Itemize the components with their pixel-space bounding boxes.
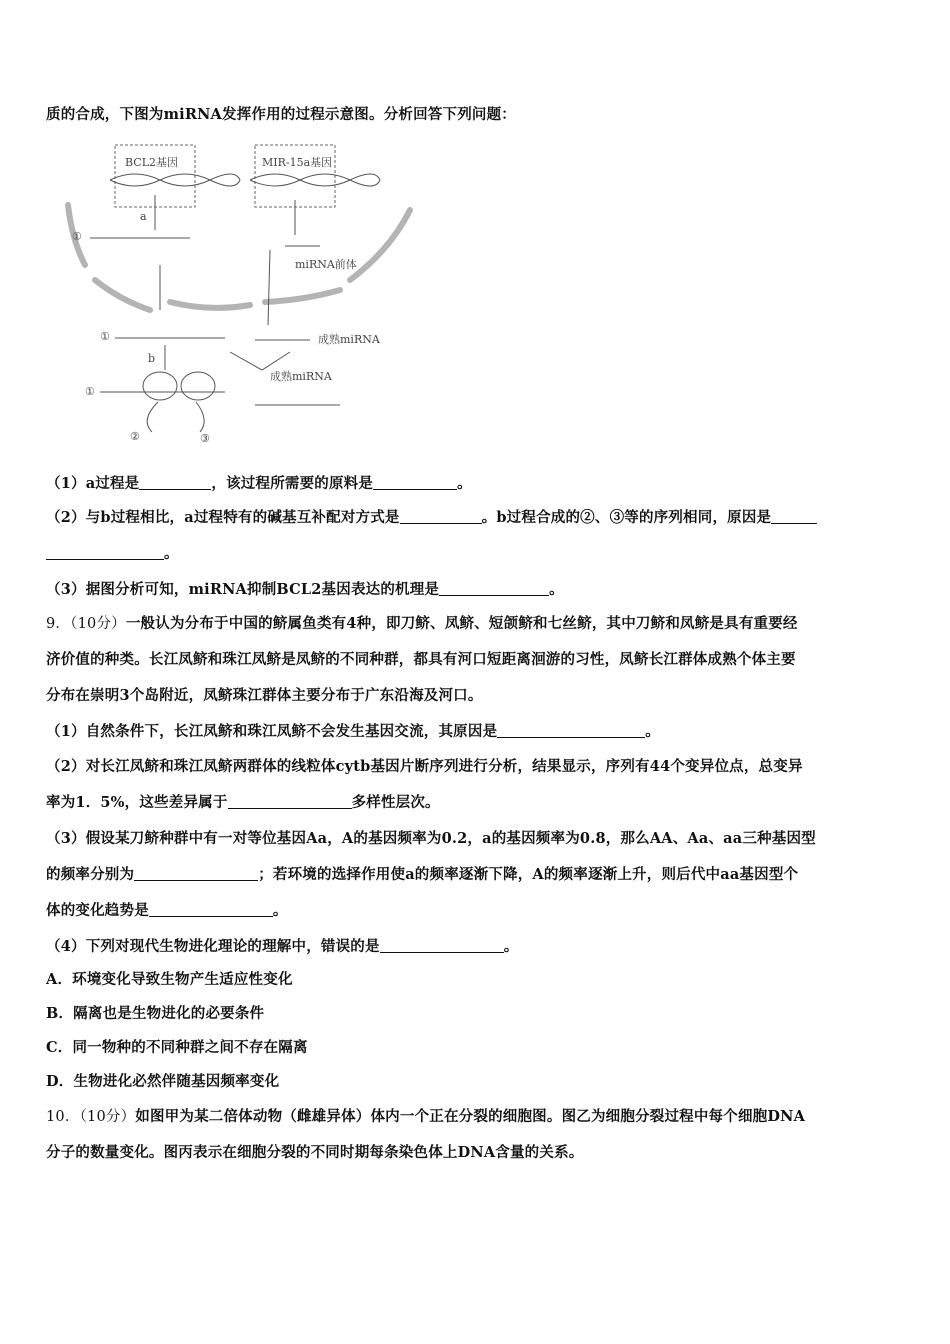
- dna-helix-right: [250, 174, 380, 186]
- q9-line2: 济价值的种类。长江凤鲚和珠江凤鲚是凤鲚的不同种群，都具有河口短距离洄游的习性，凤鲚长江群体成熟个体主要: [46, 651, 796, 668]
- q9-part1: （1）自然条件下，长江凤鲚和珠江凤鲚不会发生基因交流，其原因是 。: [46, 723, 660, 740]
- mir15a-gene-box: [255, 145, 335, 207]
- circle-3b-label: ③: [200, 432, 210, 445]
- q9-part3-line3: 体的变化趋势是 。: [46, 902, 288, 919]
- q8-part1: （1）a过程是 ，该过程所需要的原料是 。: [46, 475, 472, 492]
- q9-part3-line2: 的频率分别为 ；若环境的选择作用使a的频率逐渐下降，A的频率逐渐上升，则后代中aa基因型个: [46, 866, 799, 883]
- q8-part2: （2）与b过程相比，a过程特有的碱基互补配对方式是 。b过程合成的②、③等的序列相同，原因是: [46, 506, 817, 527]
- q9-part2-line1: （2）对长江凤鲚和珠江凤鲚两群体的线粒体cytb基因片断序列进行分析，结果显示，序列有44个变异位点，总变异: [46, 758, 803, 775]
- precursor-label: miRNA前体: [295, 258, 357, 271]
- circle-3-label: ①: [85, 385, 95, 398]
- q9-option-a: A．环境变化导致生物产生适应性变化: [46, 971, 293, 988]
- q9-line3: 分布在崇明3个岛附近，凤鲚珠江群体主要分布于广东沿海及河口。: [46, 687, 483, 704]
- intro-text: 质的合成，下图为miRNA发挥作用的过程示意图。分析回答下列问题：: [46, 106, 517, 123]
- q9-part4: （4）下列对现代生物进化理论的理解中，错误的是 。: [46, 938, 519, 955]
- label-a: a: [140, 210, 147, 223]
- mature-mirna-label-2: 成熟miRNA: [270, 370, 332, 383]
- q10-line2: 分子的数量变化。图丙表示在细胞分裂的不同时期每条染色体上DNA含量的关系。: [46, 1144, 584, 1161]
- gene-right-label: MIR-15a基因: [262, 156, 333, 169]
- q10-line1: 10．（10分）如图甲为某二倍体动物（雌雄异体）体内一个正在分裂的细胞图。图乙为细胞分裂过程中每个细胞DNA: [46, 1108, 806, 1125]
- label-b: b: [148, 352, 156, 365]
- nuclear-membrane: [68, 205, 410, 310]
- q8-part3: （3）据图分析可知，miRNA抑制BCL2基因表达的机理是 。: [46, 581, 564, 598]
- q9-part2-line2: 率为1．5%，这些差异属于 多样性层次。: [46, 794, 440, 811]
- circle-1-label: ①: [72, 230, 82, 243]
- circle-2b-label: ②: [130, 430, 140, 443]
- q9-part3-line1: （3）假设某刀鲚种群中有一对等位基因Aa，A的基因频率为0.2，a的基因频率为0.8，那么AA、Aa、aa三种基因型: [46, 830, 816, 847]
- gene-left-label: BCL2基因: [125, 156, 179, 169]
- circle-2-label: ①: [100, 330, 110, 343]
- q9-option-c: C．同一物种的不同种群之间不存在隔离: [46, 1039, 308, 1056]
- q9-line1: 9．（10分）一般认为分布于中国的鲚属鱼类有4种，即刀鲚、凤鲚、短颌鲚和七丝鲚，其中刀鲚和凤鲚是具有重要经: [46, 615, 798, 632]
- mirna-process-diagram: [40, 140, 420, 450]
- q9-option-b: B．隔离也是生物进化的必要条件: [46, 1005, 265, 1022]
- mature-mirna-label-1: 成熟miRNA: [318, 333, 380, 346]
- q9-option-d: D．生物进化必然伴随基因频率变化: [46, 1073, 280, 1090]
- q8-part2-cont: 。: [46, 542, 179, 563]
- dna-helix-left: [110, 174, 240, 186]
